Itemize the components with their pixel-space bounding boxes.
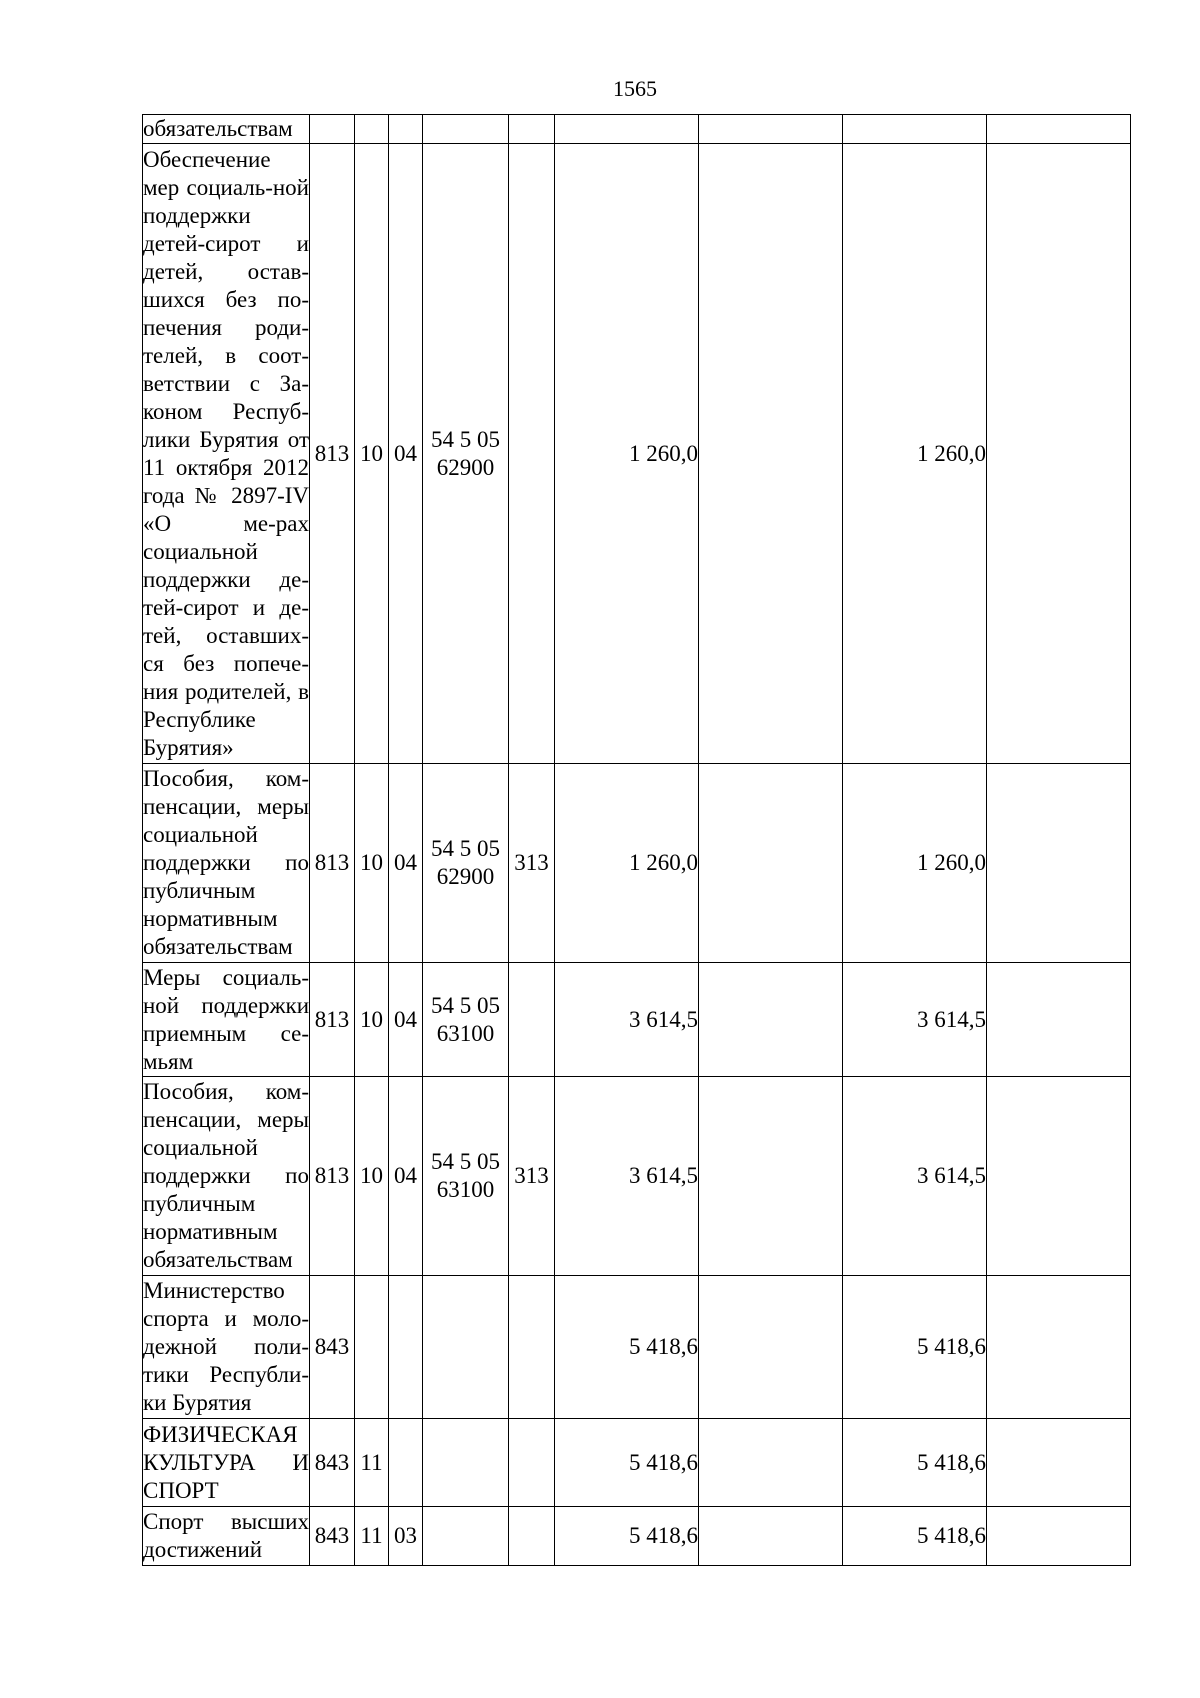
cell-total: 1 260,0 <box>555 144 699 764</box>
cell-subsection <box>389 1276 423 1419</box>
cell-expense-type <box>509 115 555 144</box>
cell-federal <box>699 144 843 764</box>
cell-other <box>987 1077 1131 1276</box>
cell-target-article: 54 5 05 62900 <box>423 144 509 764</box>
cell-section: 11 <box>355 1507 389 1566</box>
cell-subsection: 04 <box>389 963 423 1077</box>
cell-target-article <box>423 1419 509 1507</box>
cell-other <box>987 144 1131 764</box>
cell-name: Пособия, ком-пенсации, меры социальной поддержки по публичным нормативным обязательствам <box>143 764 310 963</box>
cell-federal <box>699 1419 843 1507</box>
cell-grbs: 843 <box>310 1276 355 1419</box>
cell-grbs: 843 <box>310 1507 355 1566</box>
cell-republican: 1 260,0 <box>843 764 987 963</box>
cell-grbs: 843 <box>310 1419 355 1507</box>
cell-subsection <box>389 1419 423 1507</box>
cell-other <box>987 1507 1131 1566</box>
table-body <box>143 115 1131 1566</box>
cell-section <box>355 1276 389 1419</box>
cell-target-article <box>423 1507 509 1566</box>
cell-target-article <box>423 1276 509 1419</box>
cell-total: 5 418,6 <box>555 1419 699 1507</box>
cell-section: 10 <box>355 764 389 963</box>
cell-target-article <box>423 115 509 144</box>
cell-republican <box>843 115 987 144</box>
cell-other <box>987 1419 1131 1507</box>
cell-federal <box>699 764 843 963</box>
cell-name: ФИЗИЧЕСКАЯ КУЛЬТУРА И СПОРТ <box>143 1419 310 1507</box>
cell-name: Пособия, ком-пенсации, меры социальной поддержки по публичным нормативным обязательствам <box>143 1077 310 1276</box>
cell-grbs: 813 <box>310 1077 355 1276</box>
cell-republican: 5 418,6 <box>843 1419 987 1507</box>
cell-subsection: 04 <box>389 1077 423 1276</box>
cell-section: 11 <box>355 1419 389 1507</box>
cell-name: Спорт высших достижений <box>143 1507 310 1566</box>
cell-name: Меры социаль-ной поддержки приемным се-мьям <box>143 963 310 1077</box>
cell-republican: 3 614,5 <box>843 963 987 1077</box>
cell-grbs <box>310 115 355 144</box>
cell-other <box>987 963 1131 1077</box>
cell-other <box>987 764 1131 963</box>
table-row <box>143 1276 1131 1419</box>
cell-section: 10 <box>355 1077 389 1276</box>
cell-subsection: 04 <box>389 764 423 963</box>
cell-section: 10 <box>355 963 389 1077</box>
cell-other <box>987 1276 1131 1419</box>
cell-expense-type: 313 <box>509 1077 555 1276</box>
table-row <box>143 115 1131 144</box>
cell-federal <box>699 1507 843 1566</box>
cell-name: обязательствам <box>143 115 310 144</box>
cell-target-article: 54 5 05 63100 <box>423 963 509 1077</box>
cell-grbs: 813 <box>310 963 355 1077</box>
budget-table <box>142 114 1131 1566</box>
cell-target-article: 54 5 05 62900 <box>423 764 509 963</box>
cell-subsection: 04 <box>389 144 423 764</box>
table-row <box>143 1507 1131 1566</box>
cell-federal <box>699 115 843 144</box>
table-row <box>143 1077 1131 1276</box>
cell-name: Обеспечение мер социаль-ной поддержки детей-сирот и детей, остав-шихся без по-печения роди-телей, в соот-ветствии с За-коном Респуб-лики Бурятия от 11 октября 2012 года № 2897-IV «О ме-рах социальной поддержки де-тей-сирот и де-тей, оставших-ся без попече-ния родителей, в Республике Бурятия» <box>143 144 310 764</box>
cell-subsection <box>389 115 423 144</box>
cell-grbs: 813 <box>310 764 355 963</box>
cell-expense-type <box>509 1507 555 1566</box>
page-number: 1565 <box>613 76 657 101</box>
cell-grbs: 813 <box>310 144 355 764</box>
cell-section: 10 <box>355 144 389 764</box>
cell-total: 3 614,5 <box>555 1077 699 1276</box>
cell-expense-type <box>509 963 555 1077</box>
cell-federal <box>699 1077 843 1276</box>
cell-republican: 1 260,0 <box>843 144 987 764</box>
table-row <box>143 764 1131 963</box>
cell-expense-type <box>509 1276 555 1419</box>
cell-name: Министерство спорта и моло-дежной поли-тики Республи-ки Бурятия <box>143 1276 310 1419</box>
cell-total: 3 614,5 <box>555 963 699 1077</box>
table-row <box>143 1419 1131 1507</box>
cell-total: 5 418,6 <box>555 1507 699 1566</box>
table-row <box>143 963 1131 1077</box>
cell-target-article: 54 5 05 63100 <box>423 1077 509 1276</box>
cell-republican: 5 418,6 <box>843 1507 987 1566</box>
cell-total: 1 260,0 <box>555 764 699 963</box>
cell-republican: 3 614,5 <box>843 1077 987 1276</box>
cell-subsection: 03 <box>389 1507 423 1566</box>
cell-other <box>987 115 1131 144</box>
cell-republican: 5 418,6 <box>843 1276 987 1419</box>
cell-federal <box>699 1276 843 1419</box>
cell-expense-type <box>509 1419 555 1507</box>
cell-expense-type: 313 <box>509 764 555 963</box>
cell-section <box>355 115 389 144</box>
cell-expense-type <box>509 144 555 764</box>
cell-total: 5 418,6 <box>555 1276 699 1419</box>
table-row <box>143 144 1131 764</box>
cell-total <box>555 115 699 144</box>
cell-federal <box>699 963 843 1077</box>
